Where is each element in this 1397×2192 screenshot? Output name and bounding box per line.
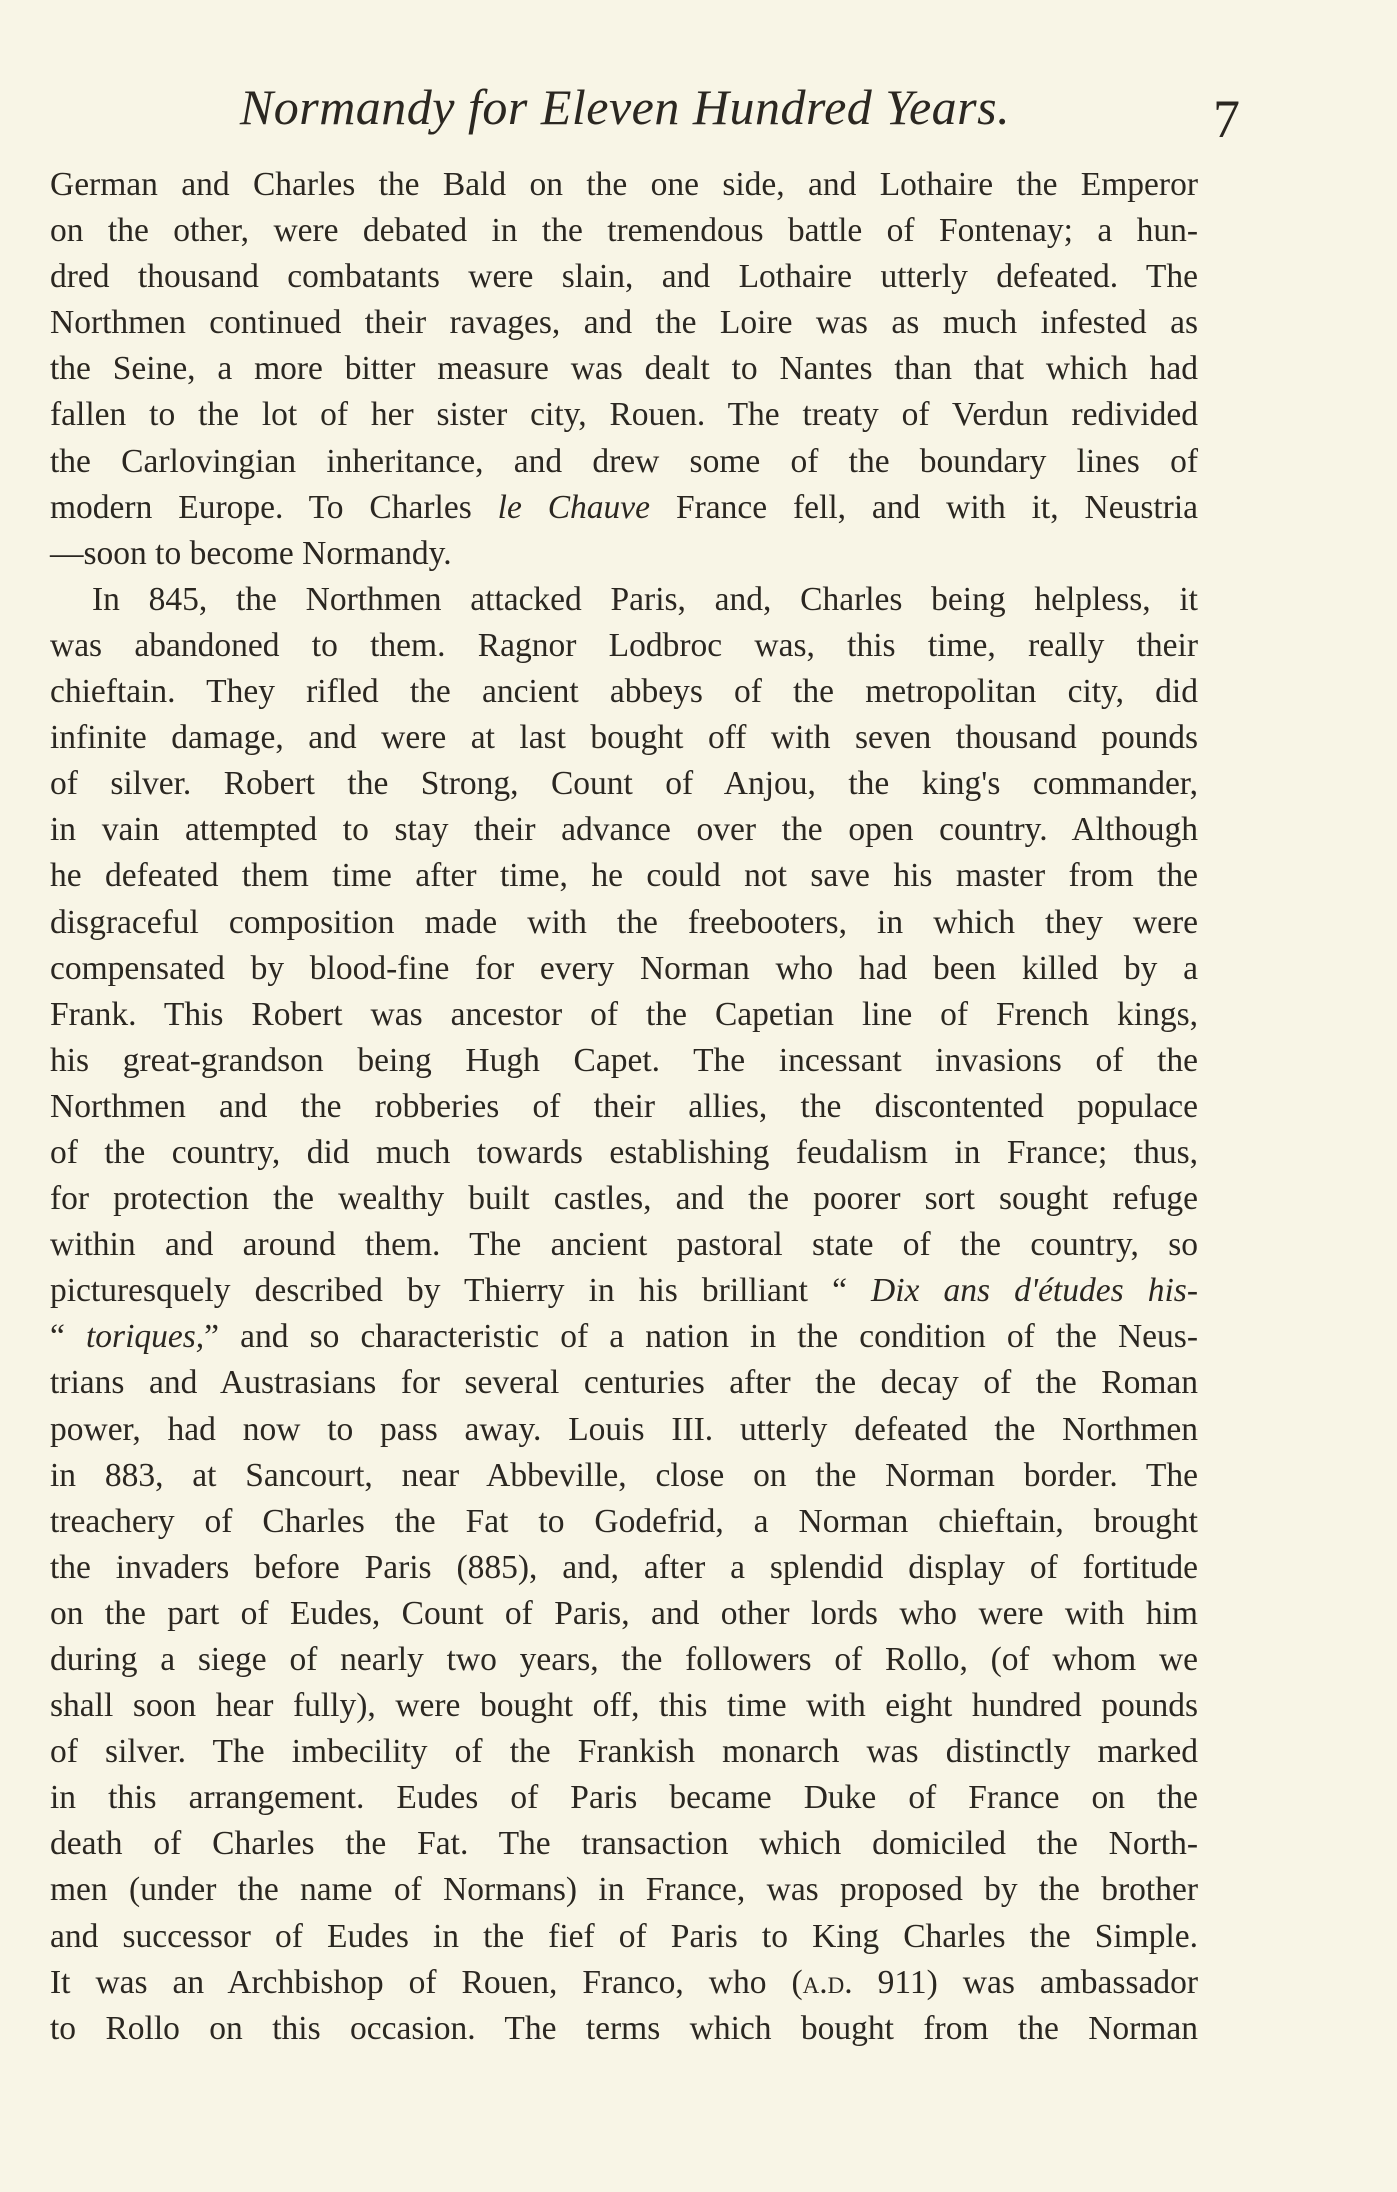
text-segment: within and around them. The ancient pastoral state of the country, so bbox=[50, 1226, 1198, 1264]
text-line bbox=[50, 577, 1198, 623]
text-segment: death of Charles the Fat. The transaction which domiciled the North- bbox=[50, 1825, 1198, 1863]
text-segment: was abandoned to them. Ragnor Lodbroc was, this time, really their bbox=[50, 626, 1198, 664]
text-segment: Frank. This Robert was ancestor of the Capetian line of French kings, bbox=[50, 995, 1198, 1033]
text-segment: of silver. Robert the Strong, Count of Anjou, the king's commander, bbox=[50, 765, 1198, 803]
text-line bbox=[50, 1867, 1198, 1913]
text-line bbox=[50, 1960, 1198, 2006]
running-title: Normandy for Eleven Hundred Years. bbox=[239, 79, 1011, 135]
text-segment: German and Charles the Bald on the one side, and Lothaire the Emperor bbox=[50, 166, 1198, 203]
text-line bbox=[50, 946, 1198, 992]
text-segment: men (under the name of Normans) in France, was proposed by the brother bbox=[50, 1871, 1198, 1909]
text-line bbox=[50, 1729, 1198, 1775]
text-segment: in this arrangement. Eudes of Paris became Duke of France on the bbox=[50, 1779, 1198, 1817]
text-segment: in 883, at Sancourt, near Abbeville, close on the Norman border. The bbox=[50, 1456, 1198, 1494]
text-line bbox=[50, 346, 1198, 392]
page-number: 7 bbox=[1213, 89, 1240, 149]
text-line bbox=[50, 1914, 1198, 1960]
text-segment: power, had now to pass away. Louis III. utterly defeated the Northmen bbox=[50, 1410, 1198, 1448]
text-segment: his great-grandson being Hugh Capet. The incessant invasions of the bbox=[50, 1041, 1198, 1079]
text-segment: France fell, and with it, Neustria bbox=[650, 488, 1198, 526]
text-line bbox=[50, 300, 1198, 346]
text-segment: the Carlovingian inheritance, and drew some of the boundary lines of bbox=[50, 442, 1198, 480]
text-line bbox=[50, 208, 1198, 254]
text-segment: picturesquely described by Thierry in his brilliant “ bbox=[50, 1272, 872, 1310]
text-line bbox=[50, 392, 1198, 438]
text-segment: In 845, the Northmen attacked Paris, and, Charles being helpless, it bbox=[92, 580, 1198, 618]
text-line bbox=[50, 623, 1198, 669]
running-head bbox=[50, 78, 1240, 149]
text-segment: —soon to become Normandy. bbox=[50, 534, 452, 572]
text-line bbox=[50, 807, 1198, 853]
text-line bbox=[50, 1821, 1198, 1867]
text-segment: “ bbox=[50, 1318, 86, 1356]
text-line bbox=[50, 1591, 1198, 1637]
text-line bbox=[50, 1314, 1198, 1360]
text-segment: It was an Archbishop of Rouen, Franco, who ( bbox=[50, 1963, 803, 2001]
text-segment: modern Europe. To Charles bbox=[50, 488, 498, 526]
text-segment: on the part of Eudes, Count of Paris, and other lords who were with him bbox=[50, 1594, 1198, 1632]
text-line bbox=[50, 1360, 1198, 1406]
text-line bbox=[50, 715, 1198, 761]
body-text bbox=[50, 162, 1198, 2052]
text-line bbox=[50, 1038, 1198, 1084]
text-segment: in vain attempted to stay their advance over the open country. Although bbox=[50, 811, 1198, 849]
text-line bbox=[50, 1407, 1198, 1453]
text-segment: chieftain. They rifled the ancient abbeys of the metropolitan city, did bbox=[50, 673, 1198, 711]
italic-text: le Chauve bbox=[497, 488, 651, 526]
text-line bbox=[50, 669, 1198, 715]
text-line bbox=[50, 1775, 1198, 1821]
text-line bbox=[50, 439, 1198, 485]
text-segment: of the country, did much towards establishing feudalism in France; thus, bbox=[50, 1133, 1198, 1171]
text-segment: and successor of Eudes in the fief of Paris to King Charles the Simple. bbox=[50, 1917, 1198, 1955]
text-line bbox=[50, 254, 1198, 300]
text-segment: treachery of Charles the Fat to Godefrid, a Norman chieftain, brought bbox=[50, 1502, 1198, 1540]
text-segment: to Rollo on this occasion. The terms which bought from the Norman bbox=[50, 2009, 1198, 2047]
text-segment: of silver. The imbecility of the Frankish monarch was distinctly marked bbox=[50, 1733, 1198, 1771]
text-segment: on the other, were debated in the tremendous battle of Fontenay; a hun- bbox=[50, 212, 1198, 250]
text-line bbox=[50, 485, 1198, 531]
text-line bbox=[50, 1176, 1198, 1222]
text-segment: dred thousand combatants were slain, and Lothaire utterly defeated. The bbox=[50, 258, 1198, 296]
text-segment: Northmen and the robberies of their allies, the discontented populace bbox=[50, 1087, 1198, 1125]
text-segment: compensated by blood-fine for every Norman who had been killed by a bbox=[50, 949, 1198, 987]
text-segment: for protection the wealthy built castles, and the poorer sort sought refuge bbox=[50, 1180, 1198, 1218]
text-line bbox=[50, 1637, 1198, 1683]
text-line bbox=[50, 1084, 1198, 1130]
text-segment: he defeated them time after time, he could not save his master from the bbox=[50, 857, 1198, 895]
text-line bbox=[50, 1268, 1198, 1314]
text-segment: 911) was ambassador bbox=[852, 1963, 1199, 2001]
text-line bbox=[50, 162, 1198, 208]
text-segment: disgraceful composition made with the freebooters, in which they were bbox=[50, 903, 1198, 941]
text-line bbox=[50, 1545, 1198, 1591]
text-segment: shall soon hear fully), were bought off, this time with eight hundred pounds bbox=[50, 1687, 1198, 1725]
text-segment: trians and Austrasians for several centuries after the decay of the Roman bbox=[50, 1364, 1198, 1402]
text-line bbox=[50, 853, 1198, 899]
text-segment: the Seine, a more bitter measure was dealt to Nantes than that which had bbox=[50, 350, 1198, 388]
text-segment: infinite damage, and were at last bought off with seven thousand pounds bbox=[50, 719, 1198, 757]
text-line bbox=[50, 900, 1198, 946]
text-line bbox=[50, 992, 1198, 1038]
small-caps-text: a.d. bbox=[802, 1963, 853, 2001]
text-segment: the invaders before Paris (885), and, after a splendid display of fortitude bbox=[50, 1548, 1198, 1586]
text-line bbox=[50, 1453, 1198, 1499]
text-line bbox=[50, 531, 1198, 577]
text-line bbox=[50, 1130, 1198, 1176]
text-line bbox=[50, 1499, 1198, 1545]
text-line bbox=[50, 2006, 1198, 2052]
text-segment: fallen to the lot of her sister city, Rouen. The treaty of Verdun redivided bbox=[50, 396, 1198, 434]
text-segment: Northmen continued their ravages, and the Loire was as much infested as bbox=[50, 304, 1198, 342]
text-line bbox=[50, 761, 1198, 807]
italic-text: Dix ans d'études his- bbox=[871, 1272, 1198, 1310]
text-line bbox=[50, 1222, 1198, 1268]
text-line bbox=[50, 1683, 1198, 1729]
text-segment: during a siege of nearly two years, the followers of Rollo, (of whom we bbox=[50, 1641, 1198, 1678]
text-segment: ” and so characteristic of a nation in the condition of the Neus- bbox=[204, 1318, 1198, 1356]
italic-text: toriques, bbox=[85, 1318, 205, 1356]
